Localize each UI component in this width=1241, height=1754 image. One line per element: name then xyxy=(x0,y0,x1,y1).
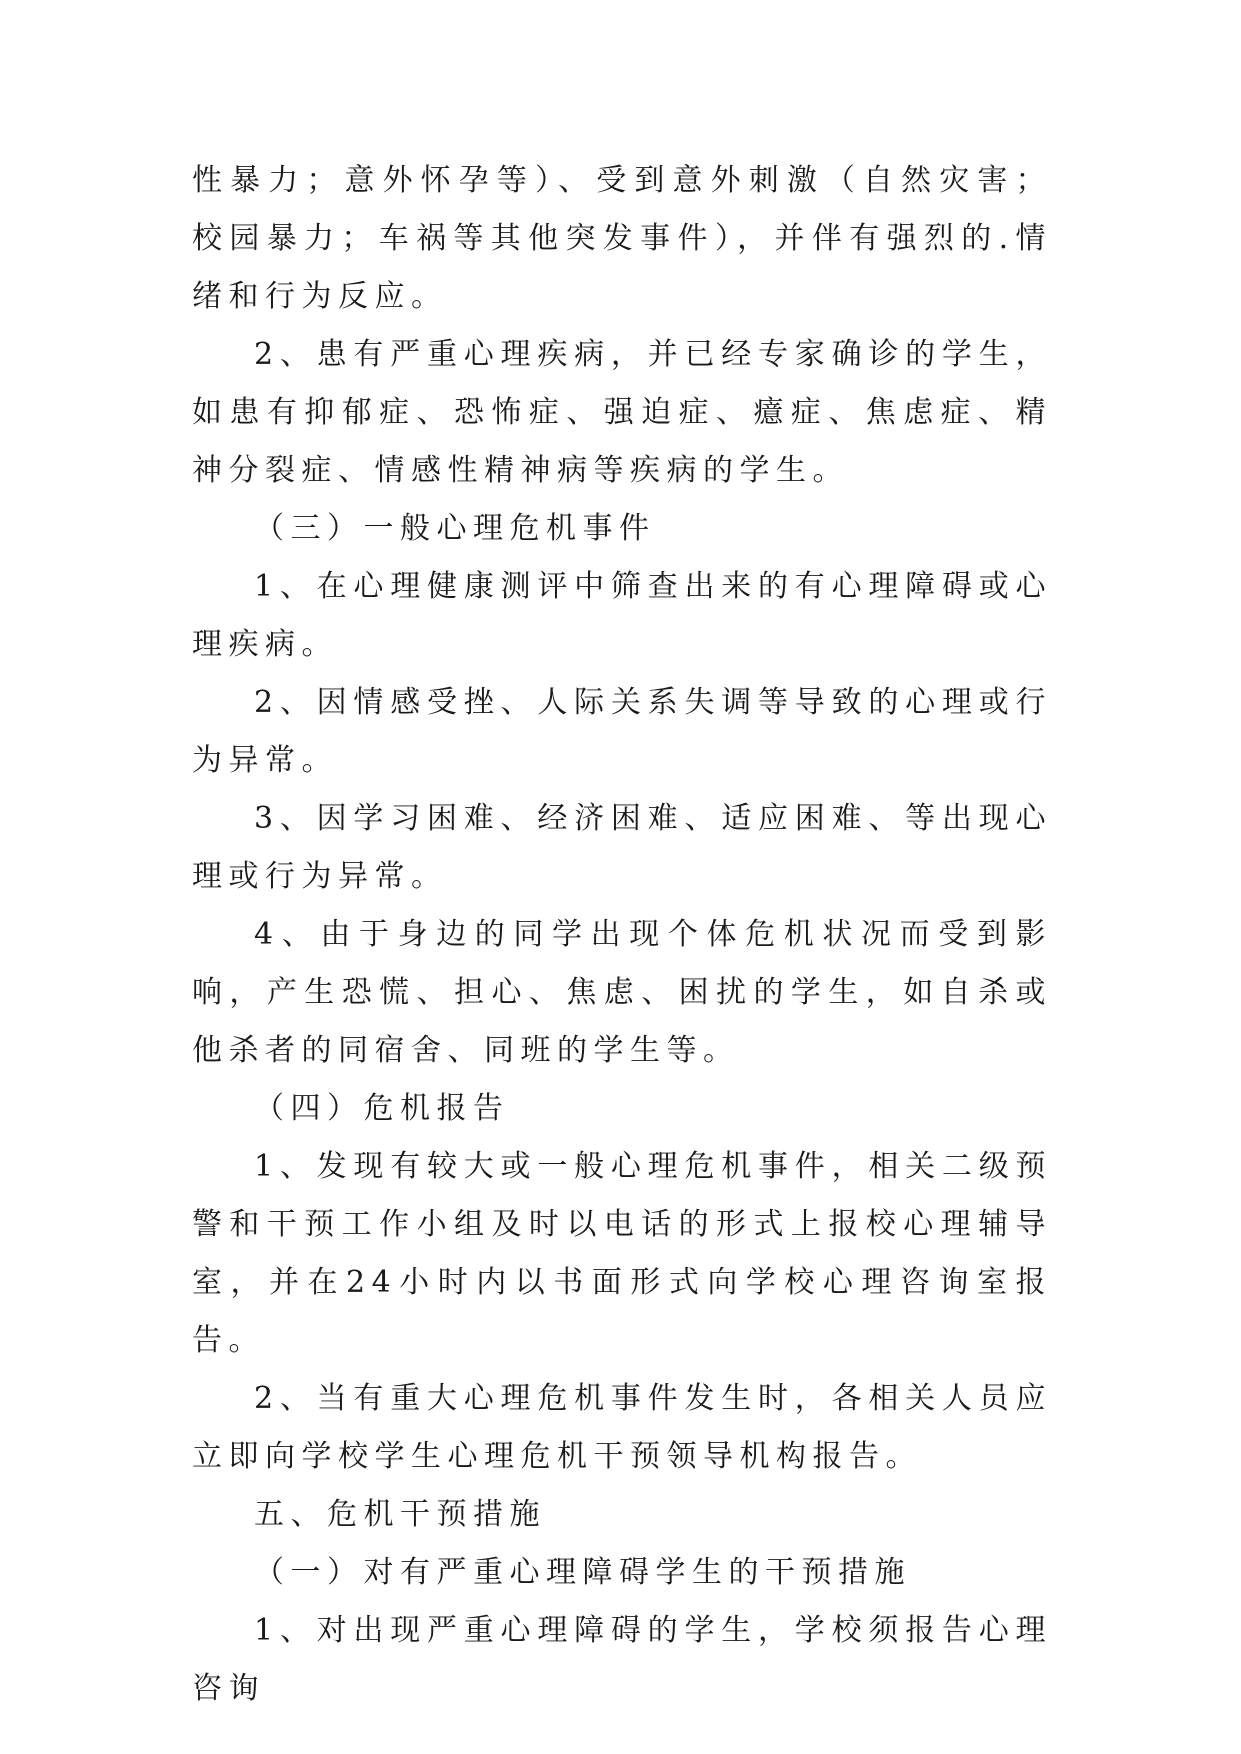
section-heading-crisis-report: （四）危机报告 xyxy=(254,1091,510,1126)
paragraph-item-2-emotional-setback: 2、因情感受挫、人际关系失调等导致的心理或行为异常。 xyxy=(192,685,1052,778)
document-body xyxy=(192,152,1052,1718)
paragraph-report-item-2: 2、当有重大心理危机事件发生时，各相关人员应立即向学校学生心理危机干预领导机构报告。 xyxy=(192,1381,1052,1474)
section-heading-general-crisis: （三）一般心理危机事件 xyxy=(254,511,656,546)
paragraph-report-item-1: 1、发现有较大或一般心理危机事件，相关二级预警和干预工作小组及时以电话的形式上报校心理辅导室，并在24小时内以书面形式向学校心理咨询室报告。 xyxy=(192,1149,1052,1358)
paragraph-item-1-screening: 1、在心理健康测评中筛查出来的有心理障碍或心理疾病。 xyxy=(192,569,1052,662)
paragraph-item-2-serious-illness: 2、患有严重心理疾病，并已经专家确诊的学生，如患有抑郁症、恐怖症、强迫症、癔症、焦虑症、精神分裂症、情感性精神病等疾病的学生。 xyxy=(192,337,1052,488)
paragraph-continuation: 性暴力；意外怀孕等）、受到意外刺激（自然灾害；校园暴力；车祸等其他突发事件），并伴有强烈的.情绪和行为反应。 xyxy=(192,163,1052,314)
paragraph-item-3-difficulties: 3、因学习困难、经济困难、适应困难、等出现心理或行为异常。 xyxy=(192,801,1052,894)
paragraph-item-4-peer-impact: 4、由于身边的同学出现个体危机状况而受到影响，产生恐慌、担心、焦虑、困扰的学生，如自杀或他杀者的同宿舍、同班的学生等。 xyxy=(192,917,1052,1068)
section-heading-intervention-measures: 五、危机干预措施 xyxy=(254,1497,546,1532)
section-heading-severe-disorder-measures: （一）对有严重心理障碍学生的干预措施 xyxy=(254,1555,911,1590)
paragraph-measure-item-1: 1、对出现严重心理障碍的学生，学校须报告心理咨询 xyxy=(192,1613,1052,1706)
